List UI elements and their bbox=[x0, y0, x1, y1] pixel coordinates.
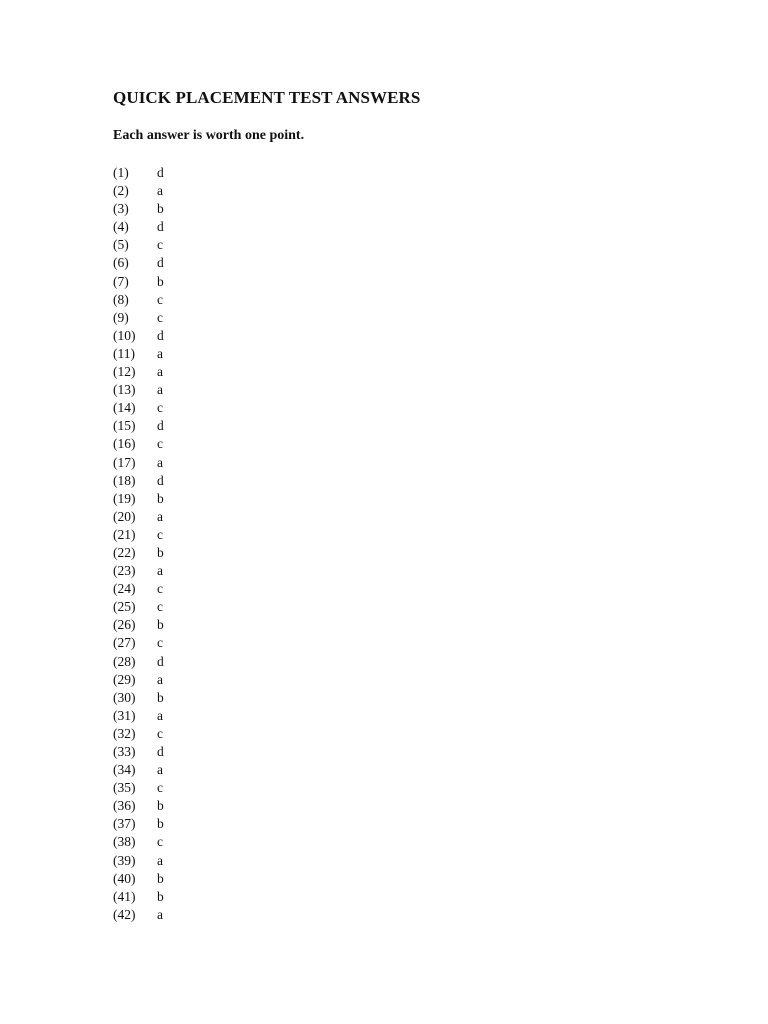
answer-number: (15) bbox=[113, 418, 136, 434]
answer-number: (21) bbox=[113, 526, 136, 542]
answer-number: (40) bbox=[113, 870, 136, 886]
answer-number: (4) bbox=[113, 219, 129, 235]
answer-row bbox=[113, 435, 164, 453]
answer-row bbox=[113, 707, 164, 725]
answer-row bbox=[113, 743, 164, 761]
answer-number: (12) bbox=[113, 364, 136, 380]
answer-number: (29) bbox=[113, 671, 136, 687]
answer-letter: c bbox=[157, 291, 163, 307]
answer-row bbox=[113, 254, 164, 272]
answer-row bbox=[113, 833, 164, 851]
answer-number: (26) bbox=[113, 617, 136, 633]
answer-number: (41) bbox=[113, 888, 136, 904]
answer-number: (16) bbox=[113, 436, 136, 452]
answer-number: (34) bbox=[113, 762, 136, 778]
answer-number: (9) bbox=[113, 309, 129, 325]
answer-letter: d bbox=[157, 653, 164, 669]
answer-letter: b bbox=[157, 798, 164, 814]
page-title: QUICK PLACEMENT TEST ANSWERS bbox=[113, 88, 421, 107]
answer-letter: b bbox=[157, 273, 164, 289]
answer-row bbox=[113, 870, 164, 888]
answer-letter: b bbox=[157, 816, 164, 832]
answer-row bbox=[113, 598, 164, 616]
answer-list bbox=[113, 164, 164, 924]
answer-number: (28) bbox=[113, 653, 136, 669]
answer-row bbox=[113, 508, 164, 526]
answer-row bbox=[113, 164, 164, 182]
answer-number: (18) bbox=[113, 472, 136, 488]
answer-number: (2) bbox=[113, 183, 129, 199]
answer-letter: c bbox=[157, 237, 163, 253]
answer-row bbox=[113, 689, 164, 707]
answer-letter: b bbox=[157, 888, 164, 904]
answer-row bbox=[113, 797, 164, 815]
answer-letter: a bbox=[157, 906, 163, 922]
answer-number: (5) bbox=[113, 237, 129, 253]
answer-letter: d bbox=[157, 744, 164, 759]
answer-number: (20) bbox=[113, 508, 136, 524]
answer-row bbox=[113, 616, 164, 634]
answer-number: (13) bbox=[113, 382, 136, 398]
answer-letter: a bbox=[157, 563, 163, 579]
answer-letter: a bbox=[157, 707, 163, 723]
answer-row bbox=[113, 779, 164, 797]
answer-letter: b bbox=[157, 617, 164, 633]
answer-letter: a bbox=[157, 364, 163, 380]
answer-row bbox=[113, 852, 164, 870]
answer-number: (22) bbox=[113, 544, 136, 560]
answer-row bbox=[113, 761, 164, 779]
answer-row bbox=[113, 725, 164, 743]
answer-number: (38) bbox=[113, 834, 136, 850]
answer-row bbox=[113, 906, 164, 924]
answer-row bbox=[113, 236, 164, 254]
answer-letter: c bbox=[157, 599, 163, 615]
answer-letter: a bbox=[157, 508, 163, 524]
answer-row bbox=[113, 327, 164, 345]
answer-number: (6) bbox=[113, 255, 129, 271]
answer-number: (25) bbox=[113, 599, 136, 615]
answer-row bbox=[113, 363, 164, 381]
answer-number: (23) bbox=[113, 563, 136, 579]
answer-row bbox=[113, 580, 164, 598]
answer-letter: d bbox=[157, 418, 164, 434]
answer-letter: d bbox=[157, 165, 164, 180]
answer-number: (11) bbox=[113, 345, 135, 361]
answer-row bbox=[113, 653, 164, 671]
answer-number: (7) bbox=[113, 273, 129, 289]
answer-row bbox=[113, 381, 164, 399]
answer-letter: c bbox=[157, 635, 163, 651]
answer-row bbox=[113, 671, 164, 689]
answer-number: (10) bbox=[113, 327, 136, 343]
answer-row bbox=[113, 345, 164, 363]
answer-letter: c bbox=[157, 309, 163, 325]
answer-number: (27) bbox=[113, 635, 136, 651]
answer-row bbox=[113, 200, 164, 218]
answer-row bbox=[113, 273, 164, 291]
answer-letter: d bbox=[157, 255, 164, 271]
answer-row bbox=[113, 182, 164, 200]
answer-number: (24) bbox=[113, 581, 136, 597]
answer-number: (14) bbox=[113, 400, 136, 416]
answer-row bbox=[113, 490, 164, 508]
answer-letter: a bbox=[157, 345, 163, 361]
answer-row bbox=[113, 399, 164, 417]
answer-row bbox=[113, 526, 164, 544]
answer-number: (37) bbox=[113, 816, 136, 832]
page-subtitle: Each answer is worth one point. bbox=[113, 128, 305, 143]
answer-row bbox=[113, 888, 164, 906]
answer-letter: b bbox=[157, 544, 164, 560]
answer-number: (17) bbox=[113, 454, 136, 470]
answer-row bbox=[113, 309, 164, 327]
answer-letter: b bbox=[157, 490, 164, 506]
answer-number: (39) bbox=[113, 852, 136, 868]
answer-number: (36) bbox=[113, 798, 136, 814]
answer-letter: a bbox=[157, 382, 163, 398]
answer-row bbox=[113, 218, 164, 236]
answer-letter: d bbox=[157, 327, 164, 343]
answer-number: (1) bbox=[113, 165, 129, 180]
answer-row bbox=[113, 562, 164, 580]
answer-letter: c bbox=[157, 581, 163, 597]
answer-letter: d bbox=[157, 472, 164, 488]
answer-number: (35) bbox=[113, 780, 136, 796]
answer-row bbox=[113, 417, 164, 435]
answer-number: (32) bbox=[113, 725, 136, 741]
answer-number: (31) bbox=[113, 707, 136, 723]
answer-letter: c bbox=[157, 526, 163, 542]
answer-row bbox=[113, 815, 164, 833]
answer-letter: b bbox=[157, 201, 164, 217]
answer-letter: c bbox=[157, 400, 163, 416]
answer-letter: a bbox=[157, 454, 163, 470]
answer-letter: a bbox=[157, 183, 163, 199]
answer-number: (30) bbox=[113, 689, 136, 705]
answer-row bbox=[113, 634, 164, 652]
answer-row bbox=[113, 291, 164, 309]
answer-row bbox=[113, 472, 164, 490]
answer-letter: a bbox=[157, 852, 163, 868]
answer-number: (19) bbox=[113, 490, 136, 506]
answer-number: (33) bbox=[113, 744, 136, 759]
answer-letter: c bbox=[157, 834, 163, 850]
answer-letter: b bbox=[157, 870, 164, 886]
answer-number: (42) bbox=[113, 906, 136, 922]
answer-row bbox=[113, 454, 164, 472]
answer-letter: d bbox=[157, 219, 164, 235]
answer-letter: c bbox=[157, 725, 163, 741]
answer-letter: a bbox=[157, 762, 163, 778]
answer-number: (3) bbox=[113, 201, 129, 217]
answer-number: (8) bbox=[113, 291, 129, 307]
answer-letter: c bbox=[157, 436, 163, 452]
answer-row bbox=[113, 544, 164, 562]
answer-letter: a bbox=[157, 671, 163, 687]
answer-letter: c bbox=[157, 780, 163, 796]
answer-letter: b bbox=[157, 689, 164, 705]
